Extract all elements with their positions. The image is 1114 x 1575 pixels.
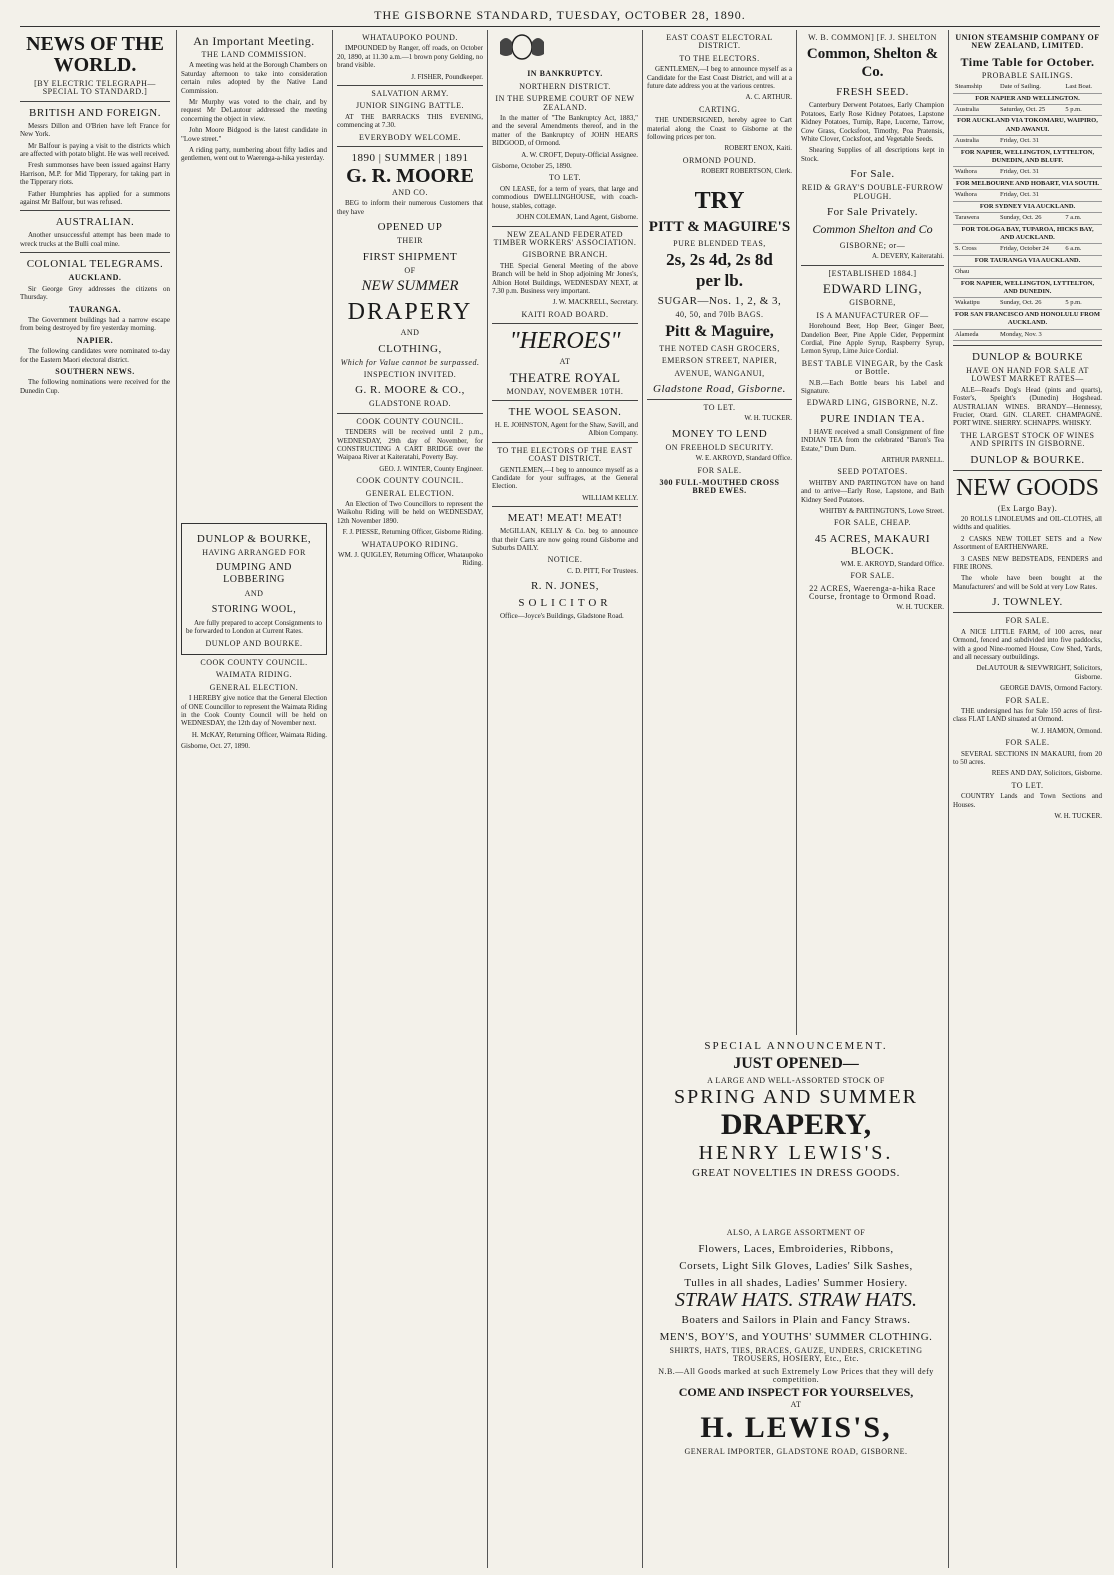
notice-paragraph: COUNTRY Lands and Town Sections and Houses. — [953, 792, 1102, 809]
advert-paragraph: Canterbury Derwent Potatoes, Early Champion Potatoes, Early Rose Kidney Potatoes, Lapstone Kidney Potatoes, Turnip, Rape, Lucerne, Tarrow, Cow Grass, Cocksfoot, Timothy, Poa Pratensis, White Clover, Cocksfoot, and Vegetable Seeds. — [801, 101, 944, 144]
advert-line: 40, 50, and 70lb BAGS. — [675, 310, 764, 320]
advert-line: SUGAR—Nos. 1, 2, & 3, — [657, 295, 782, 308]
route-row — [953, 255, 1102, 266]
advert-line: Gladstone Road, Gisborne. — [653, 383, 786, 396]
newspaper-columns — [20, 30, 1102, 1570]
notice-heading: EAST COAST ELECTORAL DISTRICT. — [666, 33, 773, 51]
firm-partners: W. B. COMMON] [F. J. SHELTON — [808, 33, 937, 42]
notice-heading: TO LET. — [703, 403, 736, 413]
table-cell-ship: Australia — [953, 136, 998, 147]
notice-heading: TO LET. — [548, 173, 582, 183]
advert-line: A LARGE AND WELL-ASSORTED STOCK OF — [707, 1076, 885, 1085]
table-cell-ship: Waihora — [953, 190, 998, 201]
advert-line: SHIRTS, HATS, TIES, BRACES, GAUZE, UNDERS, CRICKETING TROUSERS, HOSIERY, Etc., Etc. — [669, 1345, 923, 1364]
table-cell-boat — [1063, 267, 1102, 278]
notice-signature: A. C. ARTHUR. — [745, 93, 792, 102]
table-cell-date: Friday, October 24 — [998, 244, 1063, 255]
divider — [337, 413, 483, 414]
advert-firm: DUNLOP & BOURKE — [972, 350, 1083, 363]
notice-signature: ROBERT ENOX, Kaiti. — [724, 144, 792, 153]
divider — [492, 323, 638, 324]
table-cell-date — [998, 267, 1063, 278]
notice-signature: WM. J. QUIGLEY, Returning Officer, Whataupoko Riding. — [338, 551, 483, 568]
notice-heading: JUNIOR SINGING BATTLE. — [355, 101, 465, 111]
route-name: FOR MELBOURNE AND HOBART, VIA SOUTH. — [953, 178, 1102, 189]
section-heading: COLONIAL TELEGRAMS. — [26, 258, 164, 271]
advert-line: INSPECTION INVITED. — [363, 369, 457, 379]
divider — [492, 442, 638, 443]
news-paragraph: Another unsuccessful attempt has been made to wreck trucks at the Bulli coal mine. — [20, 231, 170, 248]
advert-line: CLOTHING, — [378, 342, 442, 355]
column-rule — [332, 30, 333, 1568]
notice-heading: FOR SALE. — [697, 465, 742, 475]
route-row — [953, 147, 1102, 167]
new-goods-heading: NEW GOODS — [956, 474, 1099, 501]
table-row — [953, 244, 1102, 255]
route-name: FOR TOLOGA BAY, TUPAROA, HICKS BAY, AND AUCKLAND. — [953, 224, 1102, 244]
advert-signature: ARTHUR PARNELL. — [881, 455, 944, 464]
table-cell-boat — [1063, 329, 1102, 340]
byline: [BY ELECTRIC TELEGRAPH—SPECIAL TO STANDARD.] — [34, 79, 156, 97]
advert-line: 45 ACRES, MAKAURI BLOCK. — [814, 532, 931, 557]
advert-firm: H. LEWIS'S, — [700, 1411, 892, 1445]
notice-signature: JOHN COLEMAN, Land Agent, Gisborne. — [516, 213, 638, 222]
section-heading: AUSTRALIAN. — [55, 216, 135, 229]
table-cell-ship: Tarawera — [953, 213, 998, 224]
notice-paragraph: Office—Joyce's Buildings, Gladstone Road. — [500, 612, 624, 621]
notice-heading: NEW ZEALAND FEDERATED TIMBER WORKERS' ASSOCIATION. — [493, 229, 637, 247]
news-title: NEWS OF THE WORLD. — [26, 33, 164, 76]
timetable-subtitle: PROBABLE SAILINGS. — [981, 70, 1074, 80]
table-cell-ship: Waihora — [953, 167, 998, 178]
sailing-table — [953, 82, 1102, 341]
notice-paragraph: THE undersigned has for Sale 150 acres of first-class FLAT LAND situated at Ormond. — [953, 706, 1102, 724]
notice-signature: W. H. TUCKER. — [744, 414, 792, 423]
advert-try: TRY — [694, 188, 745, 214]
advert-line: BEST TABLE VINEGAR, by the Cask or Bottle. — [801, 358, 944, 377]
advert-line: ALSO, A LARGE ASSORTMENT OF — [726, 1228, 866, 1238]
advert-heading: SEED POTATOES. — [837, 467, 908, 477]
advert-heading: For Sale. — [850, 168, 895, 181]
table-row — [953, 267, 1102, 278]
notice-heading: GISBORNE BRANCH. — [522, 250, 608, 260]
news-paragraph: The following nominations were received for the Dunedin Cup. — [20, 378, 170, 395]
advert-line: HAVE ON HAND FOR SALE AT LOWEST MARKET RATES— — [966, 365, 1089, 384]
divider — [20, 210, 170, 211]
advert-firm: HENRY LEWIS'S. — [698, 1142, 894, 1165]
advert-straw: STRAW HATS. STRAW HATS. — [674, 1288, 918, 1311]
divider — [953, 345, 1102, 346]
article-paragraph: Mr Murphy was voted to the chair, and by request Mr DeLautour addressed the meeting concerning the object in view. — [181, 98, 327, 123]
divider — [647, 399, 792, 400]
firm-name: Common, Shelton & Co. — [806, 46, 939, 81]
advert-heading: PURE INDIAN TEA. — [820, 412, 925, 425]
notice-signature: F. J. PIESSE, Returning Officer, Gisborne Riding. — [342, 528, 483, 537]
advert-line: THE LARGEST STOCK OF WINES AND SPIRITS IN GISBORNE. — [960, 430, 1095, 449]
divider — [801, 265, 944, 266]
notice-heading: NORTHERN DISTRICT. — [519, 81, 611, 91]
column-legal — [492, 30, 638, 1568]
advert-firm: Pitt & Maguire, — [665, 322, 774, 340]
advert-line: SPRING AND SUMMER — [673, 1086, 919, 1109]
advert-prices: 2s, 2s 4d, 2s 8d — [666, 250, 773, 270]
table-row — [953, 167, 1102, 178]
notice-signature: H. E. JOHNSTON, Agent for the Shaw, Savill, and Albion Company. — [494, 420, 638, 438]
notice-paragraph: An Election of Two Councillors to represent the Waikohu Riding will be held on WEDNESDAY, 12th November 1890. — [337, 499, 483, 525]
solicitor-title: SOLICITOR — [518, 597, 612, 610]
notice-heading: FOR SALE. — [1005, 695, 1050, 705]
divider — [492, 506, 638, 507]
table-cell-date: Sunday, Oct. 26 — [998, 298, 1063, 309]
notice-heading: GENERAL ELECTION. — [365, 488, 455, 498]
advert-heading: FRESH SEED. — [836, 86, 909, 99]
table-row — [953, 105, 1102, 116]
column-rule — [487, 30, 488, 1568]
advert-line: IS A MANUFACTURER OF— — [816, 310, 929, 320]
advert-paragraph: I HAVE received a small Consignment of fine INDIAN TEA from the celebrated "Baron's Tea Estate," Dum Dum. — [801, 427, 944, 453]
advert-line: COME AND INSPECT FOR YOURSELVES, — [678, 1385, 914, 1400]
solicitor-name: R. N. JONES, — [530, 580, 600, 593]
advert-paragraph: 2 CASKS NEW TOILET SETS and a New Assortment of EARTHENWARE. — [953, 534, 1102, 552]
advert-title: DUNLOP & BOURKE, — [196, 532, 312, 545]
advert-line: Which for Value cannot be surpassed. — [340, 357, 480, 367]
advert-line: THEIR — [396, 236, 424, 246]
column-shipping — [953, 30, 1102, 1568]
notice-paragraph: THE Special General Meeting of the above Branch will be held in Shop adjoining Mr Jones's, Albion Hotel Buildings, WEDNESDAY NEXT, at 7.30 p.m. Business very important. — [492, 261, 638, 295]
advert-line: OF — [404, 265, 416, 275]
news-paragraph: The following candidates were nominated to-day for the Eastern Maori electoral district. — [20, 347, 170, 364]
theatre-name: THEATRE ROYAL — [509, 369, 621, 385]
route-row — [953, 309, 1102, 329]
divider — [337, 146, 483, 147]
advert-line: N.B.—All Goods marked at such Extremely Low Prices that they will defy competition. — [658, 1366, 934, 1385]
table-row — [953, 213, 1102, 224]
advert-line: GREAT NOVELTIES IN DRESS GOODS. — [692, 1167, 900, 1180]
route-name: FOR SYDNEY VIA AUCKLAND. — [953, 201, 1102, 212]
route-name: FOR AUCKLAND VIA TOKOMARU, WAIPIRO, AND AWANUI. — [953, 116, 1102, 136]
advert-line: AVENUE, WANGANUI, — [674, 368, 765, 378]
notice-heading: WHATAUPOKO RIDING. — [361, 539, 459, 549]
notice-signature: C. D. PITT, For Trustees. — [566, 566, 638, 575]
route-row — [953, 178, 1102, 189]
subsection-heading: AUCKLAND. — [68, 273, 122, 283]
notice-paragraph: A NICE LITTLE FARM, of 100 acres, near Ormond, fenced and subdivided into five paddocks, with a good Nine-roomed House, Cow Shed, Yards, and all necessary outbuildings. — [953, 627, 1102, 661]
timetable-title: Time Table for October. — [960, 54, 1095, 69]
notice-signature: GEO. J. WINTER, County Engineer. — [379, 464, 483, 473]
article-paragraph: A riding party, numbering about fifty ladies and gentlemen, went out to Waerenga-a-hika yesterday. — [181, 146, 327, 163]
advert-line: GENERAL IMPORTER, GLADSTONE ROAD, GISBORNE. — [684, 1447, 908, 1457]
advert-line: STORING WOOL, — [211, 603, 297, 615]
table-row — [953, 329, 1102, 340]
advert-paragraph: Horehound Beer, Hop Beer, Ginger Beer, Dandelion Beer, Pine Apple Cider, Peppermint Cordial, Pine Apple Syrup, Raspberry Syrup, Lemon Syrup, Lime Juice Cordial. — [801, 322, 944, 356]
advert-heading: FOR SALE. — [850, 571, 895, 581]
advert-line: Flowers, Laces, Embroideries, Ribbons, — [698, 1242, 894, 1255]
notice-paragraph: AT THE BARRACKS THIS EVENING, commencing at 7.30. — [337, 112, 483, 130]
advert-heading: FOR SALE, CHEAP. — [834, 518, 911, 528]
advert-paragraph: WHITBY AND PARTINGTON have on hand and to arrive—Early Rose, Lapstone, and Bath Kidney Seed Potatoes. — [801, 478, 944, 504]
notice-heading: WHATAUPOKO POUND. — [362, 33, 458, 42]
notice-signature: ROBERT ROBERTSON, Clerk. — [701, 167, 792, 176]
notice-date: Gisborne, October 25, 1890. — [492, 162, 572, 171]
table-cell-ship: Ohau — [953, 267, 998, 278]
table-header: Last Boat. — [1063, 82, 1102, 93]
advert-line: PURE BLENDED TEAS, — [673, 239, 766, 248]
divider — [20, 101, 170, 102]
article-paragraph: A meeting was held at the Borough Chambers on Saturday afternoon to take into consideration certain rules adopted by the Native Land Commission. — [181, 61, 327, 95]
advert-signature: A. DEVERY, Kaiteratahi. — [872, 252, 944, 261]
news-paragraph: Messrs Dillon and O'Brien have left France for New York. — [20, 121, 170, 139]
notice-heading: GENERAL ELECTION. — [209, 682, 299, 692]
notice-date: Gisborne, Oct. 27, 1890. — [181, 742, 251, 751]
advert-line: [ESTABLISHED 1884.] — [828, 268, 917, 278]
table-cell-boat — [1063, 167, 1102, 178]
dunlop-advert — [181, 523, 327, 655]
notice-paragraph: THE UNDERSIGNED, hereby agree to Cart material along the Coast to Gisborne at the following prices per ton. — [647, 116, 792, 142]
advert-line: NEW SUMMER — [361, 278, 459, 295]
advert-paragraph: 3 CASES NEW BEDSTEADS, FENDERS and FIRE IRONS. — [953, 554, 1102, 572]
advert-paragraph: ALE—Read's Dog's Head (pints and quarts), Foster's, Speight's (Dunedin) Hogshead. AUSTRALIAN WINES. BRANDY—Hennessy, Frucier, Otard. GIN. CLARET. CHAMPAGNE. PORT WINE. SHERRY. SCHNAPPS. WHISKY. — [953, 385, 1102, 428]
advert-paragraph: The whole have been bought at the Manufacturers' and will be Sold at very Low Rates. — [953, 574, 1102, 591]
firm-name: G. R. MOORE & CO., — [355, 384, 465, 397]
divider — [492, 400, 638, 401]
subsection-heading: SOUTHERN NEWS. — [55, 366, 135, 376]
route-row — [953, 224, 1102, 244]
advert-subtitle: HAVING ARRANGED FOR — [202, 547, 306, 557]
notice-heading: COOK COUNTY COUNCIL. — [200, 657, 308, 667]
firm-name-sub: AND CO. — [392, 188, 428, 198]
route-name: FOR NAPIER AND WELLINGTON. — [953, 93, 1102, 104]
news-paragraph: Father Humphries has applied for a summons against Mr Balfour, but was refused. — [20, 189, 170, 207]
advert-signature: J. TOWNLEY. — [992, 596, 1063, 609]
notice-heading: MONEY TO LEND — [671, 427, 768, 440]
route-row — [953, 278, 1102, 298]
notice-signature: J. FISHER, Poundkeeper. — [411, 72, 483, 81]
column-merchants — [801, 30, 944, 1005]
advert-line: OPENED UP — [377, 221, 443, 234]
notice-signature: GEORGE DAVIS, Ormond Factory. — [1000, 684, 1102, 693]
advert-unit: per lb. — [696, 271, 743, 291]
section-heading: BRITISH AND FOREIGN. — [29, 106, 161, 119]
table-header: Steamship — [953, 82, 998, 93]
route-name: FOR NAPIER, WELLINGTON, LYTTELTON, AND DUNEDIN. — [953, 278, 1102, 298]
table-cell-boat — [1063, 190, 1102, 201]
table-header-row — [953, 82, 1102, 93]
advert-paragraph: Shearing Supplies of all descriptions kept in Stock. — [801, 146, 944, 163]
table-cell-ship: Australia — [953, 105, 998, 116]
table-cell-boat: 7 a.m. — [1063, 213, 1102, 224]
notice-heading: THE WOOL SEASON. — [508, 405, 622, 418]
news-paragraph: Sir George Grey addresses the citizens on Thursday. — [20, 284, 170, 302]
table-cell-ship: Wakatipu — [953, 298, 998, 309]
notice-heading: TO THE ELECTORS. — [679, 53, 760, 63]
table-cell-boat: 5 p.m. — [1063, 105, 1102, 116]
notice-signature: J. W. MACKRELL, Secretary. — [552, 298, 638, 307]
news-paragraph: Fresh summonses have been issued against Harry Harrison, M.P. for Mid Tipperary, for taking part in the Tipperary riots. — [20, 161, 170, 187]
divider — [492, 226, 638, 227]
article-title: An Important Meeting. — [193, 34, 315, 48]
notice-heading: CARTING. — [698, 104, 741, 114]
advert-line: FIRST SHIPMENT — [362, 250, 458, 263]
advert-line: Corsets, Light Silk Gloves, Ladies' Silk Sashes, — [679, 1259, 913, 1272]
notice-signature: WILLIAM KELLY. — [582, 493, 638, 502]
table-cell-boat: 6 a.m. — [1063, 244, 1102, 255]
column-rule — [948, 30, 949, 1568]
notice-heading: WAIMATA RIDING. — [215, 670, 293, 680]
notice-paragraph: IMPOUNDED by Ranger, off roads, on October 20, 1890, at 11.30 a.m.—1 brown pony Gelding, no brand visible. — [337, 44, 483, 70]
advert-line: AND — [244, 589, 264, 599]
subsection-heading: NAPIER. — [76, 335, 114, 345]
notice-heading: FOR SALE. — [1005, 738, 1050, 748]
news-paragraph: The Government buildings had a narrow escape from being destroyed by fire yesterday morning. — [20, 315, 170, 333]
advert-line: GISBORNE, — [849, 298, 896, 308]
table-cell-boat: 5 p.m. — [1063, 298, 1102, 309]
advert-line: AT — [790, 1399, 802, 1409]
table-cell-boat — [1063, 136, 1102, 147]
notice-heading: TO LET. — [1011, 780, 1044, 790]
column-meeting — [181, 30, 327, 1568]
advert-line: Boaters and Sailors in Plain and Fancy Straws. — [681, 1313, 911, 1326]
divider — [337, 85, 483, 86]
advert-firm: PITT & MAGUIRE'S — [648, 219, 791, 235]
notice-heading: KAITI ROAD BOARD. — [521, 309, 609, 319]
news-paragraph: Mr Balfour is paying a visit to the districts which are affected with potato blight. He was well received. — [20, 141, 170, 159]
notice-heading: ORMOND POUND. — [682, 155, 757, 165]
notice-paragraph: TENDERS will be received until 2 p.m., WEDNESDAY, 29th day of November, for CONSTRUCTING A CART BRIDGE over the Waipaoa River at Kaiteratahi, Poverty Bay. — [337, 428, 483, 462]
route-row — [953, 201, 1102, 212]
advert-line: GISBORNE; or— — [839, 241, 906, 251]
route-row — [953, 116, 1102, 136]
divider — [953, 470, 1102, 471]
advert-line: THE NOTED CASH GROCERS, — [659, 343, 780, 353]
table-cell-date: Friday, Oct. 31 — [998, 190, 1063, 201]
notice-heading: IN BANKRUPTCY. — [527, 69, 603, 79]
company-name: UNION STEAMSHIP COMPANY OF NEW ZEALAND, LIMITED. — [955, 33, 1100, 51]
advert-signature: DUNLOP AND BOURKE. — [205, 638, 303, 648]
table-cell-date: Monday, Nov. 3 — [998, 329, 1063, 340]
divider — [953, 612, 1102, 613]
drapery-heading: DRAPERY — [347, 299, 473, 326]
coat-of-arms-icon — [492, 32, 552, 62]
notice-paragraph: In the matter of "The Bankruptcy Act, 1883," and the several Amendments thereof, and in the matter of the Bankruptcy of JOHN HEARS BIDGOOD, of Ormond. — [492, 114, 638, 148]
advert-line: DUMPING AND LOBBERING — [216, 562, 292, 586]
theatre-title: "HEROES" — [509, 328, 621, 355]
route-name: FOR NAPIER, WELLINGTON, LYTTELTON, DUNEDIN, AND BLUFF. — [953, 147, 1102, 167]
advert-line: EMERSON STREET, NAPIER, — [661, 356, 778, 366]
advert-paragraph: Are fully prepared to accept Consignments to be forwarded to London at Current Rates. — [186, 618, 322, 636]
table-cell-date: Friday, Oct. 31 — [998, 167, 1063, 178]
table-row — [953, 298, 1102, 309]
pitt-maguire-advert — [647, 180, 792, 680]
article-subtitle: THE LAND COMMISSION. — [201, 50, 307, 59]
advert-line: AND — [400, 328, 420, 338]
notice-paragraph: GENTLEMEN,—I beg to announce myself as a Candidate for your suffrages, at the General Election. — [492, 465, 638, 491]
notice-signature: H. McKAY, Returning Officer, Waimata Riding. — [191, 730, 327, 739]
column-notices — [337, 30, 483, 1568]
table-cell-date: Friday, Oct. 31 — [998, 136, 1063, 147]
notice-heading: TO THE ELECTORS OF THE EAST COAST DISTRICT. — [497, 445, 633, 464]
notice-heading: IN THE SUPREME COURT OF NEW ZEALAND. — [495, 94, 635, 112]
notice-heading: COOK COUNTY COUNCIL. — [356, 476, 464, 486]
notice-heading: FOR SALE. — [1005, 616, 1050, 626]
table-cell-date: Saturday, Oct. 25 — [998, 105, 1063, 116]
column-rule — [642, 30, 643, 1568]
advert-signature: WHITBY & PARTINGTON'S, Lowe Street. — [819, 507, 944, 515]
advert-line: MEN'S, BOY'S, and YOUTHS' SUMMER CLOTHING. — [659, 1330, 933, 1343]
season-banner: 1890 | SUMMER | 1891 — [351, 152, 469, 165]
subsection-heading: TAURANGA. — [68, 304, 122, 314]
notice-signature: A. W. CROFT, Deputy-Official Assignee. — [521, 150, 638, 159]
advert-line: JUST OPENED— — [733, 1055, 859, 1072]
notice-paragraph: SEVERAL SECTIONS IN MAKAURI, from 20 to 50 acres. — [953, 749, 1102, 766]
notice-heading: EVERYBODY WELCOME. — [359, 132, 461, 142]
masthead: THE GISBORNE STANDARD, TUESDAY, OCTOBER 28, 1890. — [20, 8, 1100, 27]
advert-signature: W. H. TUCKER. — [896, 603, 944, 612]
advert-paragraph: BEG to inform their numerous Customers that they have — [337, 199, 483, 216]
column-news — [20, 30, 170, 1568]
advert-paragraph: N.B.—Each Bottle bears his Label and Signature. — [801, 378, 944, 395]
advert-firm: EDWARD LING, — [822, 281, 923, 297]
notice-signature: W. H. TUCKER. — [1054, 812, 1102, 820]
advert-line: 22 ACRES, Waerenga-a-hika Race Course, frontage to Ormond Road. — [808, 583, 937, 602]
firm-address: GLADSTONE ROAD. — [368, 399, 452, 409]
notice-signature: W. E. AKROYD, Standard Office. — [695, 454, 792, 463]
column-rule — [176, 30, 177, 1568]
divider — [20, 252, 170, 253]
advert-firm: DUNLOP & BOURKE. — [970, 453, 1085, 466]
notice-paragraph: McGILLAN, KELLY & Co. beg to announce that their Carts are now going round Gisborne and Suburbs DAILY. — [492, 527, 638, 553]
route-name: FOR TAURANGA VIA AUCKLAND. — [953, 255, 1102, 266]
henry-lewis-advert — [647, 1035, 945, 1568]
table-cell-date: Sunday, Oct. 26 — [998, 213, 1063, 224]
table-header: Date of Sailing. — [998, 82, 1063, 93]
notice-heading: SALVATION ARMY. — [371, 89, 449, 99]
advert-line: EDWARD LING, GISBORNE, N.Z. — [806, 398, 939, 408]
advert-signature: WM. E. AKROYD, Standard Office. — [840, 559, 944, 568]
notice-signature: DeLAUTOUR & SIEVWRIGHT, Solicitors, Gisborne. — [976, 664, 1102, 681]
firm-name: G. R. MOORE — [346, 165, 474, 188]
table-row — [953, 136, 1102, 147]
advert-heading: For Sale Privately. — [827, 206, 918, 219]
advert-banner: SPECIAL ANNOUNCEMENT. — [704, 1040, 888, 1052]
notice-paragraph: GENTLEMEN,—I beg to announce myself as a Candidate for the East Coast District, and will at a future date address you at the various centres. — [647, 65, 792, 91]
notice-line: 300 FULL-MOUTHED CROSS BRED EWES. — [659, 478, 780, 496]
route-row — [953, 93, 1102, 104]
theatre-date: MONDAY, NOVEMBER 10TH. — [506, 386, 624, 396]
notice-heading: ON FREEHOLD SECURITY. — [665, 442, 774, 452]
table-cell-ship: S. Cross — [953, 244, 998, 255]
notice-heading: MEAT! MEAT! MEAT! — [507, 512, 623, 525]
advert-firm: Common Shelton and Co — [812, 222, 933, 237]
table-cell-ship: Alameda — [953, 329, 998, 340]
advert-paragraph: 20 ROLLS LINOLEUMS and OIL-CLOTHS, all widths and qualities. — [953, 515, 1102, 532]
notice-paragraph: I HEREBY give notice that the General Election of ONE Councillor to represent the Waimata Riding in the Cook County Council will be held on WEDNESDAY, the 12th day of November next. — [181, 694, 327, 728]
table-row — [953, 190, 1102, 201]
notice-heading: NOTICE. — [547, 555, 583, 565]
advert-line: REID & GRAY'S DOUBLE-FURROW PLOUGH. — [801, 183, 944, 201]
article-paragraph: John Moore Bidgood is the latest candidate in "Lowe street." — [181, 126, 327, 143]
notice-heading: COOK COUNTY COUNCIL. — [356, 416, 464, 426]
route-name: FOR SAN FRANCISCO AND HONOLULU FROM AUCKLAND. — [953, 309, 1102, 329]
advert-drapery: DRAPERY, — [720, 1108, 872, 1142]
notice-signature: REES AND DAY, Solicitors, Gisborne. — [991, 769, 1102, 778]
notice-signature: W. J. HAMON, Ormond. — [1031, 726, 1102, 735]
advert-line: (Ex Largo Bay). — [997, 503, 1058, 513]
advert-line: Tulles in all shades, Ladies' Summer Hosiery. — [684, 1276, 908, 1289]
advert-line: AT — [559, 357, 571, 367]
notice-paragraph: ON LEASE, for a term of years, that large and commodious DWELLINGHOUSE, with coach-house, stables, cottage. — [492, 184, 638, 210]
